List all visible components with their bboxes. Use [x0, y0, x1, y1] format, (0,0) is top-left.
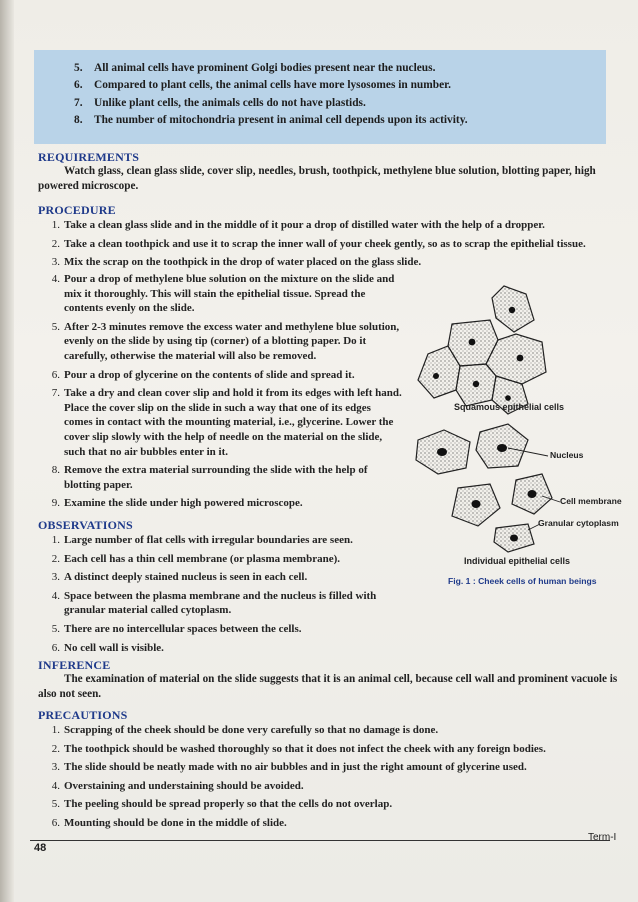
procedure-heading: PROCEDURE	[38, 203, 116, 217]
list-item: 4. Space between the plasma membrane and the nucleus is filled with granular material called cytoplasm.	[51, 589, 377, 617]
precautions-heading: PRECAUTIONS	[38, 708, 128, 722]
list-item: 1. Take a clean glass slide and in the middle of it pour a drop of distilled water with the help of a dropper.	[51, 219, 545, 231]
squamous-caption: Squamous epithelial cells	[454, 402, 565, 412]
cell-membrane-label: Cell membrane	[560, 496, 622, 506]
list-item: 6. Mounting should be done in the middle of slide.	[51, 816, 287, 829]
requirements-heading: REQUIREMENTS	[38, 150, 140, 164]
list-item: 4. Pour a drop of methylene blue solution on the mixture on the slide and mix it thoroughly. This will stain the epithelial tissue. Spread the contents evenly on the slide.	[51, 273, 395, 315]
list-item: 3. The slide should be neatly made with no air bubbles and in just the right amount of glycerine used.	[51, 761, 527, 774]
list-item: 8. Remove the extra material surrounding the slide with the help of blotting paper.	[51, 464, 368, 491]
list-item: 1. Scrapping of the cheek should be done very carefully so that no damage is done.	[51, 724, 439, 736]
requirements-text: Watch glass, clean glass slide, cover slip, needles, brush, toothpick, methylene blue solution, blotting paper, high powered microscope.	[38, 165, 596, 192]
list-item: 3. Mix the scrap on the toothpick in the drop of water placed on the glass slide.	[51, 256, 422, 269]
procedure-list	[38, 218, 618, 274]
squamous-cell-cluster	[418, 286, 546, 414]
list-item: 5. There are no intercellular spaces between the cells.	[51, 622, 302, 635]
nucleus-label: Nucleus	[550, 450, 584, 460]
list-item: 6. No cell wall is visible.	[51, 641, 164, 654]
footer-rule	[30, 840, 610, 841]
list-item: 5. The peeling should be spread properly so that the cells do not overlap.	[51, 798, 393, 811]
individual-caption: Individual epithelial cells	[464, 556, 571, 566]
procedure-list-continued	[38, 272, 402, 515]
list-item: 7. Take a dry and clean cover slip and hold it from its edges with left hand. Place the cover slip on the slide in such a way that one of its edges comes in contact with the mounting material, i.e., glycerine. Lower the cover slip slowly with the help of needle on the material on the slide, such that no air bubbles enter in it.	[51, 387, 402, 458]
observations-list	[38, 533, 402, 659]
highlight-box	[34, 50, 606, 144]
list-item: 2. The toothpick should be washed thoroughly so that it does not infect the cheek with any foreign bodies.	[51, 742, 546, 755]
page-number: 48	[34, 842, 47, 854]
figure-title: Fig. 1 : Cheek cells of human beings	[448, 576, 597, 586]
cheek-cells-figure	[404, 280, 634, 600]
list-item: 8. The number of mitochondria present in animal cell depends upon its activity.	[74, 114, 468, 127]
list-item: 6. Pour a drop of glycerine on the contents of slide and spread it.	[51, 368, 355, 381]
observations-heading: OBSERVATIONS	[38, 518, 133, 532]
list-item: 1. Large number of flat cells with irregular boundaries are seen.	[51, 534, 353, 546]
list-item: 5. After 2-3 minutes remove the excess water and methylene blue solution, evenly on the slide by using tip (corner) of a blotting paper. Do it carefully, otherwise the material will also be removed.	[51, 320, 400, 362]
individual-cells	[416, 424, 552, 552]
top-box-list	[34, 50, 606, 130]
list-item: 3. A distinct deeply stained nucleus is seen in each cell.	[51, 571, 308, 584]
term-label: Term-I	[588, 832, 617, 843]
precautions-list	[38, 723, 618, 835]
list-item: 2. Take a clean toothpick and use it to scrap the inner wall of your cheek gently, so as to scrap the epithelial tissue.	[51, 237, 586, 250]
cheek-cells-illustration	[404, 280, 634, 600]
list-item: 4. Overstaining and understaining should be avoided.	[51, 779, 304, 792]
list-item: 2. Each cell has a thin cell membrane (or plasma membrane).	[51, 552, 340, 565]
granular-cytoplasm-label: Granular cytoplasm	[538, 518, 619, 528]
inference-text: The examination of material on the slide suggests that it is an animal cell, because cell wall and prominent vacuole is also not seen.	[38, 673, 618, 700]
list-item: 9. Examine the slide under high powered microscope.	[51, 497, 303, 510]
list-item: 7. Unlike plant cells, the animals cells do not have plastids.	[74, 96, 366, 109]
list-item: 5. All animal cells have prominent Golgi bodies present near the nucleus.	[74, 62, 436, 74]
inference-heading: INFERENCE	[38, 658, 111, 672]
list-item: 6. Compared to plant cells, the animal cells have more lysosomes in number.	[74, 79, 452, 92]
page-binding-shadow	[0, 0, 14, 902]
